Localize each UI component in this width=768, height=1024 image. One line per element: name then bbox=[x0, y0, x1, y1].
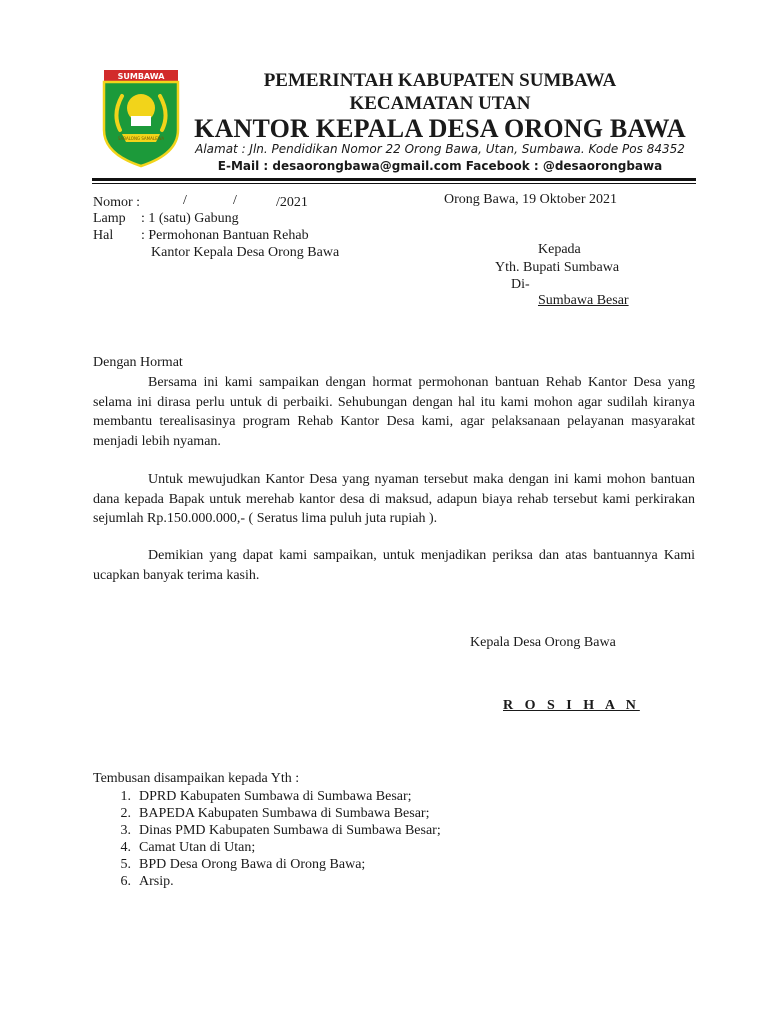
cc-item-number: 4. bbox=[120, 840, 131, 855]
lamp-value: : 1 (satu) Gabung bbox=[141, 211, 239, 226]
recipient-di: Di- bbox=[511, 277, 530, 292]
hal-value-line1: : Permohonan Bantuan Rehab bbox=[141, 228, 309, 243]
cc-list-item bbox=[93, 856, 441, 873]
signature-title: Kepala Desa Orong Bawa bbox=[470, 635, 616, 650]
cc-item-text: DPRD Kabupaten Sumbawa di Sumbawa Besar; bbox=[139, 789, 412, 804]
nomor-year: /2021 bbox=[276, 195, 308, 210]
hal-label: Hal bbox=[93, 228, 114, 243]
cc-list bbox=[93, 788, 441, 890]
cc-list-item bbox=[93, 839, 441, 856]
cc-item-text: Camat Utan di Utan; bbox=[139, 840, 256, 855]
body-paragraph-3: Demikian yang dapat kami sampaikan, untuk menjadikan periksa dan atas bantuannya Kami ucapkan banyak terima kasih. bbox=[93, 548, 695, 583]
logo-motto-text: SABALONG SAMALEWA bbox=[117, 136, 165, 141]
cc-item-text: BPD Desa Orong Bawa di Orong Bawa; bbox=[139, 857, 366, 872]
letterhead-office: KANTOR KEPALA DESA ORONG BAWA bbox=[194, 114, 686, 143]
signature-name: R O S I H A N bbox=[503, 698, 640, 713]
cc-list-item bbox=[93, 822, 441, 839]
cc-list-item bbox=[93, 805, 441, 822]
recipient-kepada: Kepada bbox=[538, 242, 581, 257]
letterhead-divider-thick bbox=[92, 178, 696, 181]
sumbawa-regency-emblem bbox=[100, 68, 182, 168]
logo-emblem-base bbox=[131, 116, 151, 126]
nomor-slash-1: / bbox=[183, 193, 187, 208]
cc-item-number: 2. bbox=[120, 806, 131, 821]
cc-item-text: Dinas PMD Kabupaten Sumbawa di Sumbawa Besar; bbox=[139, 823, 441, 838]
cc-item-number: 6. bbox=[120, 874, 131, 889]
nomor-label: Nomor : bbox=[93, 195, 141, 210]
cc-item-number: 5. bbox=[120, 857, 131, 872]
cc-item-number: 1. bbox=[120, 789, 131, 804]
letterhead-contact: E-Mail : desaorongbawa@gmail.com Facebook : @desaorongbawa bbox=[217, 159, 663, 173]
greeting: Dengan Hormat bbox=[93, 355, 183, 370]
body-paragraph-2: Untuk mewujudkan Kantor Desa yang nyaman tersebut maka dengan ini kami mohon bantuan dana kepada Bapak untuk merehab kantor desa di maksud, adapun biaya rehab tersebut kami perkirakan sejumlah Rp.150.000.000,- ( Seratus lima puluh juta rupiah ). bbox=[93, 472, 695, 526]
cc-item-text: Arsip. bbox=[139, 874, 174, 889]
place-date: Orong Bawa, 19 Oktober 2021 bbox=[444, 192, 618, 207]
cc-list-item bbox=[93, 788, 441, 805]
cc-item-number: 3. bbox=[120, 823, 131, 838]
letterhead-district: KECAMATAN UTAN bbox=[349, 93, 531, 114]
letterhead-government: PEMERINTAH KABUPATEN SUMBAWA bbox=[263, 70, 617, 91]
letterhead-divider-thin bbox=[92, 183, 696, 184]
letterhead-address: Alamat : Jln. Pendidikan Nomor 22 Orong Bawa, Utan, Sumbawa. Kode Pos 84352 bbox=[195, 142, 685, 156]
recipient-yth: Yth. Bupati Sumbawa bbox=[495, 260, 620, 275]
recipient-place: Sumbawa Besar bbox=[538, 293, 629, 308]
body-paragraph-1: Bersama ini kami sampaikan dengan hormat permohonan bantuan Rehab Kantor Desa yang selama ini dirasa perlu untuk di perbaiki. Sehubungan dengan hal itu kami mohon agar sudilah kiranya membantu terealisasinya program Rehab Kantor Desa kami, agar pelaksanaan pelayanan masyarakat menjadi lebih nyaman. bbox=[93, 375, 695, 449]
cc-item-text: BAPEDA Kabupaten Sumbawa di Sumbawa Besar; bbox=[139, 806, 430, 821]
cc-list-item bbox=[93, 873, 441, 890]
nomor-slash-2: / bbox=[233, 193, 237, 208]
hal-value-line2: Kantor Kepala Desa Orong Bawa bbox=[151, 245, 340, 260]
logo-name-text: SUMBAWA bbox=[117, 72, 165, 81]
cc-heading: Tembusan disampaikan kepada Yth : bbox=[93, 771, 300, 786]
lamp-label: Lamp bbox=[93, 211, 126, 226]
